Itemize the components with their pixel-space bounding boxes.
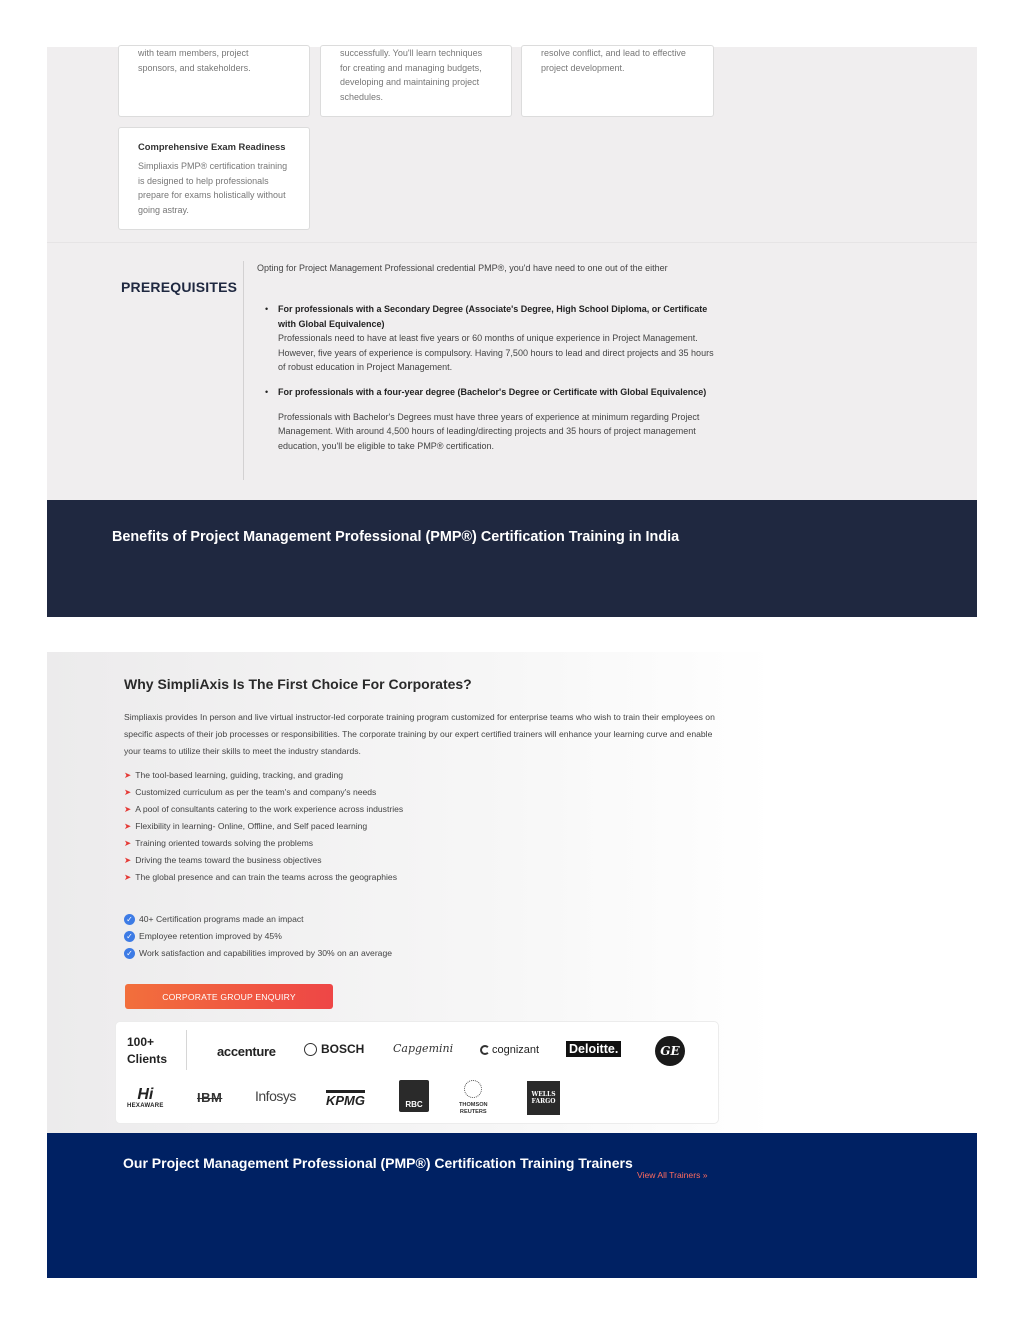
feature-card [320,45,512,117]
list-item [124,945,392,962]
bullet-icon: • [265,304,269,314]
arrow-right-icon: ➤ [124,787,132,797]
hexaware-logo-text: HEXAWARE [127,1103,164,1109]
benefits-title: Benefits of Project Management Professional (PMP®) Certification Training in India [112,529,680,545]
prerequisite-item [265,302,715,375]
check-circle-icon: ✓ [124,914,135,925]
list-item [124,818,403,835]
benefits-section [47,500,977,617]
list-item [124,801,403,818]
arrow-right-icon: ➤ [124,855,132,865]
list-item [124,852,403,869]
corporate-description: Simpliaxis provides In person and live virtual instructor-led corporate training program customized for enterprise teams who wish to train their employees on specific aspects of their job processes or responsibilities. The corporate training by our expert certified trainers will enhance your learning curve and enable your teams to utilize their skills to meet the industry standards. [124,712,715,756]
point-text: The tool-based learning, guiding, tracking, and grading [135,770,344,780]
point-text: Customized curriculum as per the team's and company's needs [135,787,377,797]
prerequisites-title: PREREQUISITES [121,279,238,295]
feature-card-text: successfully. You'll learn techniques for creating and managing budgets, developing and maintaining project schedules. [340,48,483,102]
feature-card-text: Simpliaxis PMP® certification training is designed to help professionals prepare for exams holistically without going astray. [138,161,288,215]
stat-text: Work satisfaction and capabilities improved by 30% on an average [139,948,393,958]
view-all-trainers-link[interactable]: View All Trainers » [637,1170,708,1180]
corporate-points [124,767,403,886]
thomson-reuters-ring-icon [464,1080,482,1098]
bullet-icon: • [265,386,269,397]
arrow-right-icon: ➤ [124,770,132,780]
clients-panel [115,1021,719,1124]
prerequisite-heading: For professionals with a four-year degree (Bachelor's Degree or Certificate with Global Equivalence) [278,386,707,397]
point-text: Driving the teams toward the business objectives [135,855,322,865]
reuters-text: REUTERS [459,1108,487,1115]
prerequisite-text: Professionals need to have at least five years or 60 months of unique experience in Project Management. However, five years of experience is compulsory. Having 7,500 hours to lead and direct projects and 35 hours of robust education in Project Management. [278,333,714,373]
hexaware-mark: Hi [137,1086,154,1103]
prerequisites-section [47,242,977,500]
bosch-logo [304,1042,364,1056]
deloitte-logo: Deloitte. [566,1041,621,1057]
cognizant-mark-icon [480,1045,490,1055]
list-item [124,869,403,886]
feature-card-title: Comprehensive Exam Readiness [138,141,286,152]
list-item [124,928,392,945]
prerequisite-text: Professionals with Bachelor's Degrees must have three years of experience at minimum regarding Project Management. With around 4,500 hours of leading/directing projects and 35 hours of project management education, you'll be eligible to take PMP® certification. [278,411,700,451]
clients-count: 100+ [127,1035,155,1049]
thomson-reuters-logo [459,1080,488,1115]
bosch-logo-text: BOSCH [321,1042,365,1056]
ibm-logo: IBM [197,1090,223,1105]
trainers-title: Our Project Management Professional (PMP®) Certification Training Trainers [123,1155,633,1171]
point-text: Flexibility in learning- Online, Offline, and Self paced learning [135,821,368,831]
wells-fargo-logo [527,1081,560,1115]
prerequisite-heading: For professionals with a Secondary Degree (Associate's Degree, High School Diploma, or Certificate with Global Equivalence) [278,304,708,329]
point-text: A pool of consultants catering to the work experience across industries [135,804,404,814]
feature-card-exam-readiness [118,127,310,230]
corporate-title: Why SimpliAxis Is The First Choice For Corporates? [124,676,472,692]
kpmg-logo: KPMG [326,1090,365,1108]
arrow-right-icon: ➤ [124,821,132,831]
cognizant-logo [480,1044,539,1056]
fargo-text: FARGO [531,1098,556,1105]
point-text: The global presence and can train the teams across the geographies [135,872,397,882]
prerequisites-list [265,302,715,453]
arrow-right-icon: ➤ [124,872,132,882]
clients-label: Clients [127,1052,168,1066]
stat-text: Employee retention improved by 45% [139,931,282,941]
feature-card-text: resolve conflict, and lead to effective project development. [541,48,686,73]
check-circle-icon: ✓ [124,948,135,959]
cognizant-logo-text: cognizant [492,1044,540,1056]
prerequisites-intro: Opting for Project Management Professional credential PMP®, you'd have need to one out of the either [257,263,668,273]
arrow-right-icon: ➤ [124,838,132,848]
point-text: Training oriented towards solving the problems [135,838,314,848]
feature-card [118,45,310,117]
stat-text: 40+ Certification programs made an impact [139,914,304,924]
corporate-stats [124,911,392,962]
thomson-text: THOMSON [459,1102,488,1108]
ge-logo: GE [655,1036,685,1066]
corporate-group-enquiry-button[interactable]: CORPORATE GROUP ENQUIRY [125,984,333,1009]
trainers-section [47,1133,977,1278]
prerequisites-divider [243,261,244,480]
list-item [124,767,403,784]
clients-heading [127,1034,167,1068]
clients-divider [186,1030,187,1070]
wells-text: WELLS [531,1091,556,1098]
list-item [124,784,403,801]
corporate-section [47,652,977,1133]
feature-card [521,45,714,117]
features-section [47,47,977,242]
feature-card-text: with team members, project sponsors, and stakeholders. [138,48,251,73]
hexaware-logo [127,1087,164,1109]
check-circle-icon: ✓ [124,931,135,942]
infosys-logo: Infosys [255,1088,296,1104]
accenture-logo: accenture [217,1044,276,1059]
capgemini-logo: Capgemini [393,1042,454,1055]
prerequisite-item [265,385,715,453]
arrow-right-icon: ➤ [124,804,132,814]
bosch-ring-icon [304,1043,317,1056]
list-item [124,835,403,852]
rbc-logo: RBC [399,1080,429,1112]
list-item [124,911,392,928]
